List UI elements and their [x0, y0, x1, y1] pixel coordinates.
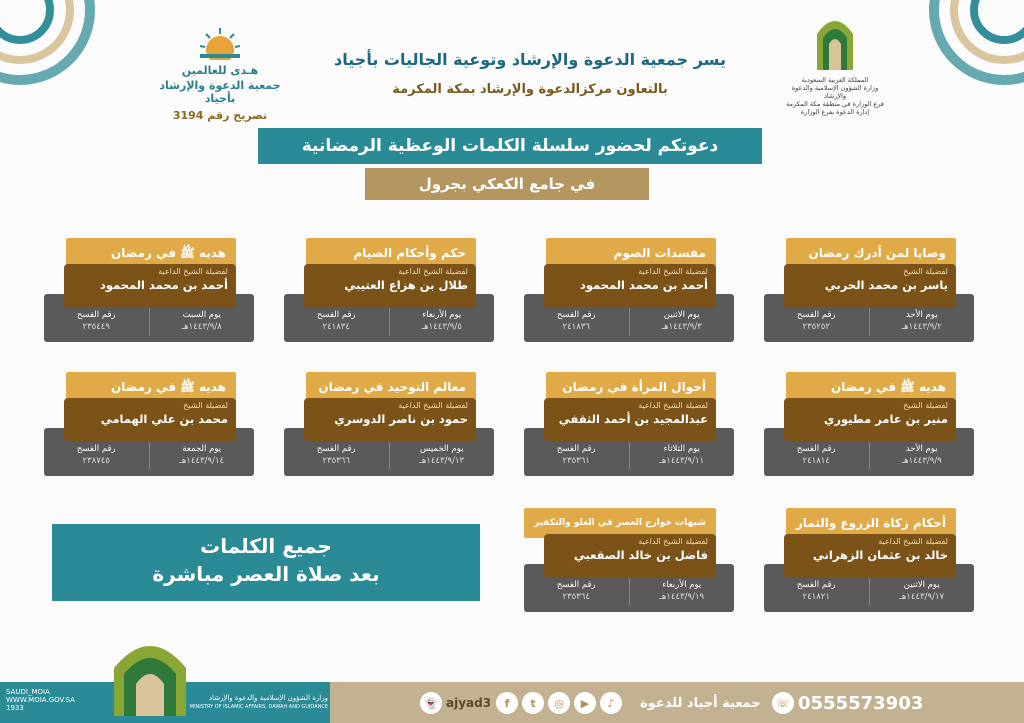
lecture-topic: هديه ﷺ في رمضان	[66, 372, 236, 402]
lecture-topic: حكم وأحكام الصيام	[306, 238, 476, 268]
permit-number: ٢٣٥٢٥٢	[802, 322, 830, 332]
speaker-name: فاضل بن خالد الصقعبي	[573, 548, 708, 562]
permit-label: رقم الفسح	[316, 310, 356, 320]
moia-contact	[6, 688, 76, 712]
twitter-icon[interactable]: t	[522, 692, 544, 714]
lecture-topic: هديه ﷺ في رمضان	[786, 372, 956, 402]
lecture-topic: معالم التوحيد في رمضان	[306, 372, 476, 402]
lecture-topic: أحكام زكاة الزروع والثمار	[786, 508, 956, 538]
lecture-date: ١٤٤٣/٩/٣هـ	[661, 322, 702, 332]
speaker-name: حمود بن ناصر الدوسري	[334, 412, 468, 426]
lecture-day: يوم الأحد	[905, 310, 938, 320]
lecture-card	[764, 372, 974, 484]
permit-number: ٢٣٥٤٤٩	[82, 322, 110, 332]
license-number: تصريح رقم 3194	[172, 109, 268, 122]
permit-label: رقم الفسح	[796, 444, 836, 454]
lecture-date: ١٤٤٣/٩/١٣هـ	[419, 456, 465, 466]
speaker-title: لفضيلة الشيخ الداعية	[878, 537, 948, 546]
permit-number: ٢٣٥٣٦٦	[322, 456, 350, 466]
lecture-card	[764, 508, 974, 620]
mosque-emblem-icon	[813, 14, 857, 70]
instagram-icon[interactable]: ◎	[548, 692, 570, 714]
speaker-name: ياسر بن محمد الحربي	[824, 278, 948, 292]
lecture-card	[44, 238, 254, 350]
facebook-icon[interactable]: f	[496, 692, 518, 714]
lecture-card	[764, 238, 974, 350]
ministry-logo	[780, 14, 890, 116]
moia-website: WWW.MOIA.GOV.SA	[6, 696, 75, 704]
ornament-corner-right	[894, 0, 1024, 120]
ministry-line-2: وزارة الشؤون الإسلامية والدعوة والإرشاد	[791, 84, 879, 100]
lecture-date: ١٤٤٣/٩/١٧هـ	[899, 592, 945, 602]
timing-banner	[52, 524, 480, 601]
speaker-title: لفضيلة الشيخ	[903, 401, 948, 410]
lecture-card	[524, 372, 734, 484]
ornament-corner-left	[0, 0, 130, 120]
permit-number: ٢٤١٨٣٤	[322, 322, 350, 332]
lecture-date: ١٤٤٣/٩/٥هـ	[421, 322, 462, 332]
lecture-topic: مفسدات الصوم	[546, 238, 716, 268]
speaker-name: عبدالمجيد بن أحمد الثقفي	[558, 412, 708, 426]
snapchat-icon: 👻	[420, 692, 442, 714]
social-icons	[496, 690, 622, 716]
permit-label: رقم الفسح	[76, 444, 116, 454]
tiktok-icon[interactable]: ♪	[600, 692, 622, 714]
lecture-day: يوم الأربعاء	[662, 580, 702, 590]
speaker-name: منير بن عامر مطيوري	[823, 412, 948, 426]
lecture-date: ١٤٤٣/٩/١٩هـ	[659, 592, 705, 602]
speaker-name: خالد بن عثمان الزهراني	[812, 548, 948, 562]
lecture-day: يوم السبت	[182, 310, 221, 320]
speaker-box	[64, 264, 236, 308]
lecture-topic: وصايا لمن أدرك رمضان	[786, 238, 956, 268]
brand-tagline: هـدى للعالمين	[181, 64, 259, 77]
speaker-title: لفضيلة الشيخ الداعية	[638, 401, 708, 410]
permit-label: رقم الفسح	[556, 580, 596, 590]
permit-number: ٢٣٥٣٦١	[562, 456, 590, 466]
lecture-card	[284, 372, 494, 484]
speaker-name: محمد بن علي الهمامي	[100, 412, 228, 426]
speaker-box	[544, 264, 716, 308]
moia-handle: SAUDI_MOIA	[6, 688, 50, 696]
speaker-title: لفضيلة الشيخ الداعية	[398, 401, 468, 410]
permit-number: ٢٤١٨١٤	[802, 456, 830, 466]
youtube-icon[interactable]: ▶	[574, 692, 596, 714]
lecture-date: ١٤٤٣/٩/٨هـ	[181, 322, 222, 332]
permit-label: رقم الفسح	[556, 310, 596, 320]
lecture-day: يوم الثلاثاء	[663, 444, 700, 454]
lecture-day: يوم الأحد	[905, 444, 938, 454]
speaker-box	[784, 264, 956, 308]
lecture-day: يوم الاثنين	[903, 580, 940, 590]
ministry-line-1: المملكة العربية السعودية	[801, 76, 869, 84]
speaker-name: أحمد بن محمد المحمود	[99, 278, 228, 292]
speaker-box	[64, 398, 236, 442]
ministry-name-ar: وزارة الشؤون الإسلامية والدعوة والإرشاد	[208, 694, 328, 702]
speaker-box	[544, 534, 716, 578]
permit-number: ٢٤١٨٣٦	[562, 322, 590, 332]
permit-label: رقم الفسح	[556, 444, 596, 454]
speaker-title: لفضيلة الشيخ	[903, 267, 948, 276]
speaker-title: لفضيلة الشيخ الداعية	[158, 267, 228, 276]
speaker-title: لفضيلة الشيخ	[183, 401, 228, 410]
speaker-box	[304, 398, 476, 442]
ministry-name	[178, 694, 328, 712]
permit-number: ٢٤١٨٢١	[802, 592, 830, 602]
lecture-date: ١٤٤٣/٩/١١هـ	[659, 456, 705, 466]
association-logo	[150, 26, 290, 122]
ministry-name-en: MINISTRY OF ISLAMIC AFFAIRS, DAWAH AND GUIDANCE	[189, 704, 328, 710]
lecture-date: ١٤٤٣/٩/١٤هـ	[179, 456, 225, 466]
lecture-topic: هديه ﷺ في رمضان	[66, 238, 236, 268]
speaker-box	[784, 398, 956, 442]
speaker-name: أحمد بن محمد المحمود	[579, 278, 708, 292]
speaker-title: لفضيلة الشيخ الداعية	[398, 267, 468, 276]
permit-label: رقم الفسح	[796, 310, 836, 320]
lecture-day: يوم الخميس	[420, 444, 464, 454]
lecture-card	[524, 238, 734, 350]
permit-number: ٢٣٥٣٦٤	[562, 592, 590, 602]
permit-label: رقم الفسح	[76, 310, 116, 320]
header-title: يسر جمعية الدعوة والإرشاد وتوعية الجاليات بأجياد	[334, 50, 726, 69]
ministry-line-3: فرع الوزارة في منطقة مكة المكرمة	[786, 100, 884, 108]
handle-text: ajyad3	[446, 696, 492, 710]
ministry-line-4: إدارة الدعوة بفرع الوزارة	[800, 108, 870, 116]
timing-line-2: بعد صلاة العصر مباشرة	[152, 562, 380, 586]
moia-number: 1933	[6, 704, 24, 712]
speaker-box	[784, 534, 956, 578]
lecture-date: ١٤٤٣/٩/٩هـ	[901, 456, 942, 466]
header-subtitle: بالتعاون مركزالدعوة والإرشاد بمكة المكرمة	[392, 82, 668, 97]
lecture-card	[524, 508, 734, 620]
phone-contact[interactable]	[772, 690, 923, 716]
timing-line-1: جميع الكلمات	[200, 534, 332, 558]
speaker-box	[304, 264, 476, 308]
phone-number: 0555573903	[798, 692, 924, 714]
permit-label: رقم الفسح	[796, 580, 836, 590]
permit-number: ٢٣٨٧٤٥	[82, 456, 110, 466]
invitation-banner: دعوتكم لحضور سلسلة الكلمات الوعظية الرمضانية	[258, 128, 762, 164]
social-handle[interactable]	[420, 690, 491, 716]
mosque-banner: في جامع الكعكي بجرول	[365, 168, 649, 200]
lecture-topic: شبهات خوارج العصر في الغلو والتكفير	[524, 508, 716, 538]
lecture-topic: أحوال المرأة في رمضان	[546, 372, 716, 402]
lecture-card	[284, 238, 494, 350]
permit-label: رقم الفسح	[316, 444, 356, 454]
sunrise-logo-icon	[196, 26, 244, 60]
lecture-card	[44, 372, 254, 484]
org-name: جمعية أجياد للدعوة	[640, 695, 761, 711]
phone-icon: ☏	[772, 692, 794, 714]
lecture-day: يوم الجمعة	[182, 444, 222, 454]
speaker-title: لفضيلة الشيخ الداعية	[638, 267, 708, 276]
speaker-title: لفضيلة الشيخ الداعية	[638, 537, 708, 546]
speaker-name: طلال بن هزاع العتيبي	[344, 278, 468, 292]
lecture-day: يوم الاثنين	[663, 310, 700, 320]
brand-name: جمعية الدعوة والإرشاد بأجياد	[159, 79, 281, 105]
lecture-date: ١٤٤٣/٩/٢هـ	[901, 322, 942, 332]
speaker-box	[544, 398, 716, 442]
lecture-day: يوم الأربعاء	[422, 310, 462, 320]
